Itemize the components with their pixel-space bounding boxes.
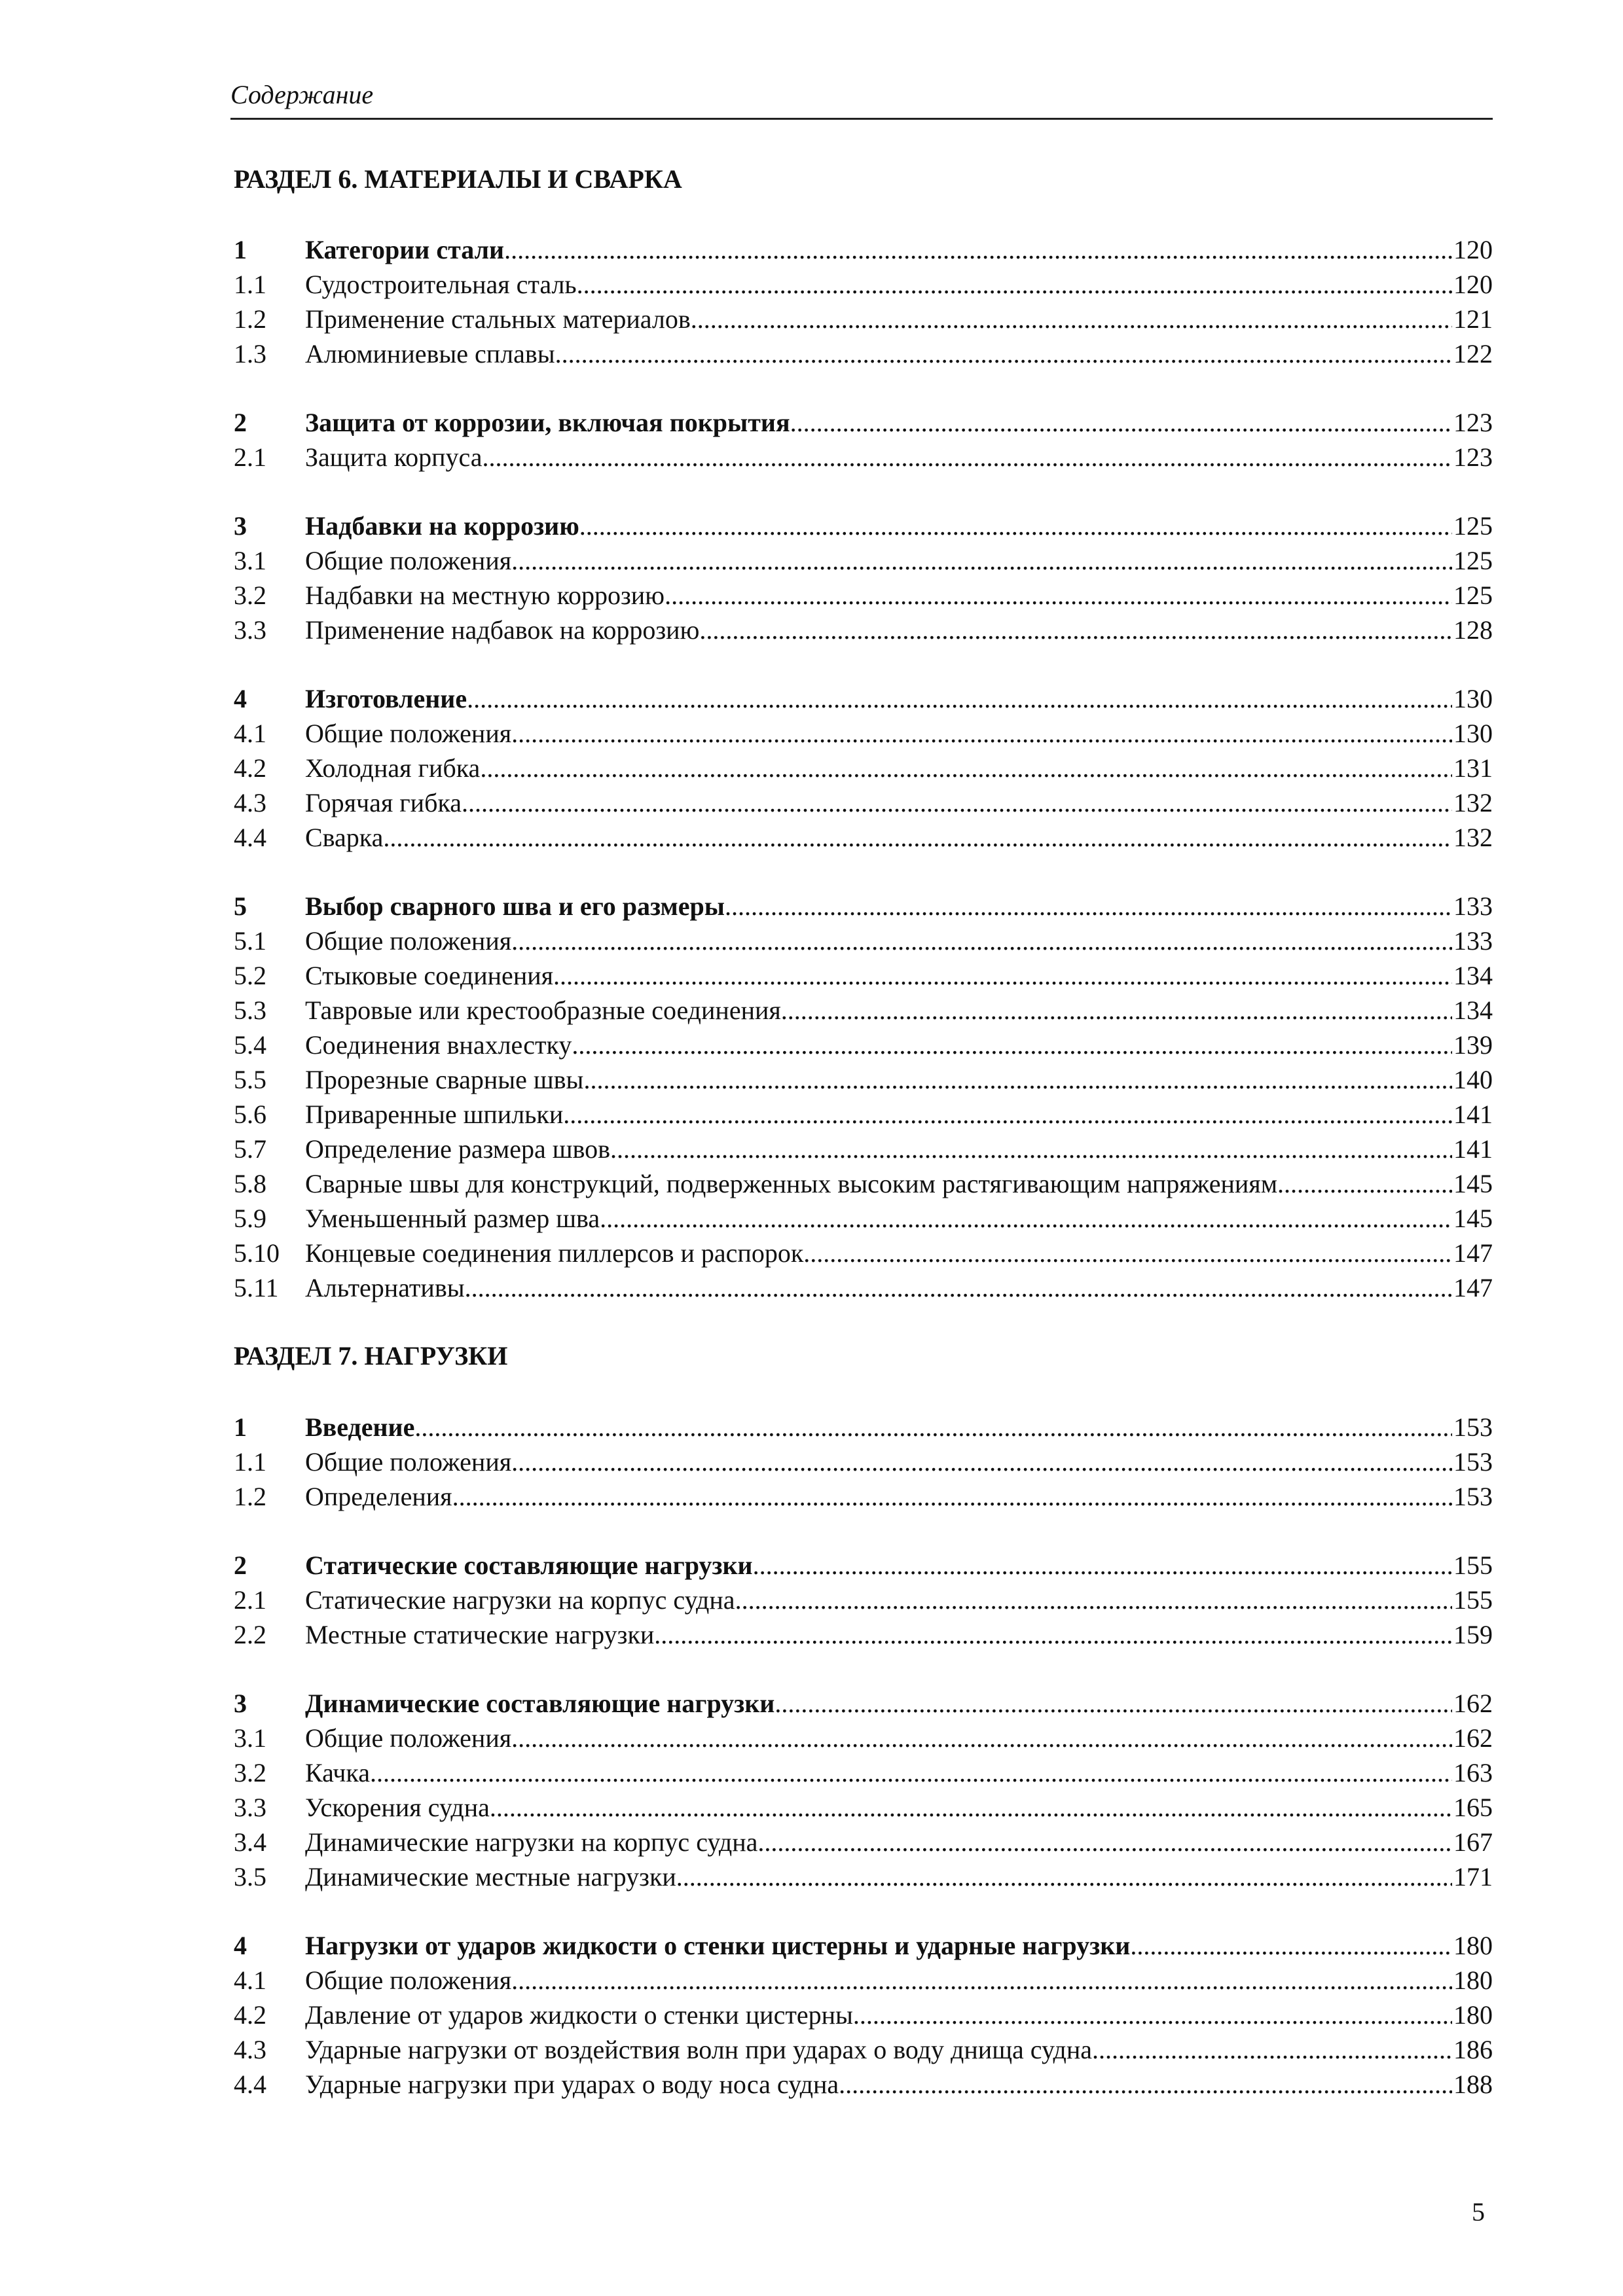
toc-row-6-4-3[interactable] [234,785,1493,820]
dot-leader [1277,1166,1452,1201]
toc-number: 4.2 [234,2000,266,2030]
toc-title: Сварные швы для конструкций, подверженных высоким растягивающим напряжениям [305,1169,1277,1198]
toc-page: 163 [1453,1758,1493,1787]
toc-row-6-5-6[interactable] [234,1097,1493,1132]
toc-number: 3.1 [234,546,266,575]
toc-title: Изготовление [305,684,467,713]
toc-row-6-4-4[interactable] [234,820,1493,855]
toc-row-7-1[interactable] [234,1410,1493,1444]
toc-title: Ударные нагрузки от воздействия волн при ударах о воду днища судна [305,2035,1092,2064]
dot-leader [452,1479,1452,1514]
toc-number: 3.5 [234,1862,266,1892]
toc-number: 4.4 [234,2070,266,2099]
toc-number: 5.6 [234,1100,266,1129]
toc-page: 153 [1453,1447,1493,1477]
toc-page: 120 [1453,235,1493,264]
dot-leader [699,613,1452,647]
toc-title: Надбавки на местную коррозию [305,581,665,610]
dot-leader [572,1028,1452,1062]
toc-row-6-1-1[interactable] [234,267,1493,302]
dot-leader [504,232,1452,267]
toc-row-7-3-3[interactable] [234,1790,1493,1825]
toc-page: 180 [1453,1931,1493,1960]
toc-title: Общие положения [305,926,512,956]
toc-row-7-4-4[interactable] [234,2067,1493,2102]
toc-title: Динамические составляющие нагрузки [305,1689,775,1718]
toc-page: 162 [1453,1689,1493,1718]
dot-leader [483,440,1452,475]
toc-row-6-3[interactable] [234,509,1493,543]
dot-leader [555,336,1452,371]
toc-page: 130 [1453,719,1493,748]
toc-number: 5.9 [234,1204,266,1233]
dot-leader [553,958,1452,993]
toc-row-6-5-2[interactable] [234,958,1493,993]
toc-number: 2.2 [234,1620,266,1649]
toc-title: Нагрузки от ударов жидкости о стенки цистерны и ударные нагрузки [305,1931,1131,1960]
dot-leader [480,751,1452,785]
dot-leader [610,1132,1452,1166]
toc-title: Надбавки на коррозию [305,511,579,541]
dot-leader [467,681,1452,716]
toc-number: 4 [234,1931,247,1960]
dot-leader [775,1686,1452,1721]
toc-number: 5.5 [234,1065,266,1094]
dot-leader [803,1236,1452,1270]
dot-leader [725,889,1452,924]
toc-title: Динамические местные нагрузки [305,1862,676,1892]
toc-row-7-3[interactable] [234,1686,1493,1721]
toc-page: 147 [1453,1238,1493,1268]
toc-row-6-3-1[interactable] [234,543,1493,578]
dot-leader [511,924,1452,958]
toc-page: 134 [1453,961,1493,990]
toc-row-6-1[interactable] [234,232,1493,267]
toc-page: 125 [1453,546,1493,575]
toc-page: 120 [1453,270,1493,299]
toc-row-6-3-3[interactable] [234,613,1493,647]
toc-number: 1.1 [234,1447,266,1477]
toc-title: Альтернативы [305,1273,465,1302]
toc-row-7-2-1[interactable] [234,1583,1493,1617]
toc-page: 130 [1453,684,1493,713]
toc-row-6-5-1[interactable] [234,924,1493,958]
toc-row-6-1-3[interactable] [234,336,1493,371]
toc-row-7-4-1[interactable] [234,1963,1493,1998]
section-6-heading: РАЗДЕЛ 6. МАТЕРИАЛЫ И СВАРКА [234,164,682,194]
toc-title: Статические нагрузки на корпус судна [305,1585,735,1615]
toc-row-7-2[interactable] [234,1548,1493,1583]
toc-page: 128 [1453,615,1493,645]
toc-page: 123 [1453,408,1493,437]
dot-leader [839,2067,1452,2102]
toc-page: 125 [1453,581,1493,610]
toc-row-6-5-3[interactable] [234,993,1493,1028]
toc-number: 3.3 [234,1793,266,1822]
toc-title: Общие положения [305,546,512,575]
dot-leader [665,578,1452,613]
toc-page: 134 [1453,996,1493,1025]
toc-title: Тавровые или крестообразные соединения [305,996,781,1025]
toc-number: 5.4 [234,1030,266,1060]
toc-row-6-5-8[interactable] [234,1166,1493,1201]
dot-leader [654,1617,1452,1652]
toc-number: 4.1 [234,1965,266,1995]
dot-leader [735,1583,1452,1617]
toc-number: 4 [234,684,247,713]
toc-number: 2 [234,408,247,437]
toc-number: 5.1 [234,926,266,956]
running-header [230,80,1493,120]
toc-page: 153 [1453,1412,1493,1442]
dot-leader [563,1097,1452,1132]
toc-row-6-5-10[interactable] [234,1236,1493,1270]
dot-leader [1130,1928,1452,1963]
toc-number: 2.1 [234,442,266,472]
toc-row-6-5-9[interactable] [234,1201,1493,1236]
toc-row-7-3-4[interactable] [234,1825,1493,1859]
toc-title: Общие положения [305,719,512,748]
dot-leader [853,1998,1452,2032]
dot-leader [511,716,1452,751]
toc-row-7-3-5[interactable] [234,1859,1493,1894]
dot-leader [583,1062,1452,1097]
toc-page: 186 [1453,2035,1493,2064]
toc-page: 145 [1453,1204,1493,1233]
dot-leader [370,1755,1452,1790]
toc-title: Прорезные сварные швы [305,1065,584,1094]
toc-page: 145 [1453,1169,1493,1198]
toc-title: Местные статические нагрузки [305,1620,655,1649]
toc-page: 153 [1453,1482,1493,1511]
toc-page: 133 [1453,891,1493,921]
toc-title: Стыковые соединения [305,961,554,990]
dot-leader [579,509,1452,543]
toc-page: 139 [1453,1030,1493,1060]
toc-page: 125 [1453,511,1493,541]
toc-title: Динамические нагрузки на корпус судна [305,1827,758,1857]
toc-row-6-2-1[interactable] [234,440,1493,475]
toc-page: 123 [1453,442,1493,472]
dot-leader [511,1444,1452,1479]
toc-number: 2 [234,1551,247,1580]
toc-row-6-2[interactable] [234,405,1493,440]
running-header-title: Содержание [230,80,374,109]
toc-row-6-1-2[interactable] [234,302,1493,336]
toc-number: 2.1 [234,1585,266,1615]
toc-title: Защита от коррозии, включая покрытия [305,408,790,437]
toc-row-6-3-2[interactable] [234,578,1493,613]
toc-number: 1.1 [234,270,266,299]
toc-title: Соединения внахлестку [305,1030,572,1060]
dot-leader [462,785,1452,820]
toc-number: 4.3 [234,2035,266,2064]
toc-title: Категории стали [305,235,505,264]
toc-row-6-5-11[interactable] [234,1270,1493,1305]
toc-title: Алюминиевые сплавы [305,339,555,368]
toc-number: 3.2 [234,581,266,610]
toc-row-6-5-5[interactable] [234,1062,1493,1097]
toc-row-7-3-1[interactable] [234,1721,1493,1755]
dot-leader [753,1548,1452,1583]
toc-title: Определения [305,1482,452,1511]
toc-title: Уменьшенный размер шва [305,1204,600,1233]
toc-row-6-4-2[interactable] [234,751,1493,785]
toc-number: 4.3 [234,788,266,817]
dot-leader [511,543,1452,578]
toc-title: Определение размера швов [305,1134,611,1164]
toc-title: Холодная гибка [305,753,481,783]
section-7-heading: РАЗДЕЛ 7. НАГРУЗКИ [234,1341,508,1371]
dot-leader [691,302,1452,336]
dot-leader [790,405,1452,440]
dot-leader [383,820,1452,855]
toc-page: 122 [1453,339,1493,368]
toc-title: Применение стальных материалов [305,304,691,334]
toc-page: 165 [1453,1793,1493,1822]
toc-page: 140 [1453,1065,1493,1094]
toc-number: 5.10 [234,1238,280,1268]
toc-title: Общие положения [305,1965,512,1995]
toc-number: 3 [234,1689,247,1718]
toc-title: Давление от ударов жидкости о стенки цистерны [305,2000,853,2030]
dot-leader [490,1790,1452,1825]
toc-row-6-4[interactable] [234,681,1493,716]
toc-page: 141 [1453,1134,1493,1164]
toc-number: 1 [234,1412,247,1442]
toc-number: 3.4 [234,1827,266,1857]
toc-number: 5.3 [234,996,266,1025]
dot-leader [577,267,1452,302]
toc-row-7-1-2[interactable] [234,1479,1493,1514]
toc-title: Сварка [305,823,384,852]
toc-row-6-5-4[interactable] [234,1028,1493,1062]
toc-number: 3 [234,511,247,541]
toc-row-7-2-2[interactable] [234,1617,1493,1652]
toc-title: Статические составляющие нагрузки [305,1551,753,1580]
toc-number: 1.2 [234,1482,266,1511]
toc-row-6-5-7[interactable] [234,1132,1493,1166]
toc-page: 167 [1453,1827,1493,1857]
toc-page: 155 [1453,1551,1493,1580]
toc-page: 133 [1453,926,1493,956]
toc-page: 171 [1453,1862,1493,1892]
dot-leader [600,1201,1452,1236]
toc-row-7-3-2[interactable] [234,1755,1493,1790]
toc-page: 180 [1453,1965,1493,1995]
toc-number: 4.1 [234,719,266,748]
toc-row-7-1-1[interactable] [234,1444,1493,1479]
dot-leader [511,1721,1452,1755]
toc-page: 131 [1453,753,1493,783]
toc-row-6-5[interactable] [234,889,1493,924]
toc-page: 132 [1453,823,1493,852]
toc-title: Выбор сварного шва и его размеры [305,891,725,921]
dot-leader [676,1859,1452,1894]
dot-leader [1092,2032,1452,2067]
toc-number: 1.2 [234,304,266,334]
toc-page: 159 [1453,1620,1493,1649]
page-number: 5 [1472,2197,1485,2227]
toc-title: Горячая гибка [305,788,462,817]
toc-title: Судостроительная сталь [305,270,577,299]
toc-number: 3.1 [234,1723,266,1753]
toc-number: 1 [234,235,247,264]
toc-number: 5 [234,891,247,921]
toc-page: 180 [1453,2000,1493,2030]
dot-leader [414,1410,1452,1444]
toc-number: 4.2 [234,753,266,783]
toc-page: 132 [1453,788,1493,817]
toc-title: Введение [305,1412,415,1442]
toc-number: 1.3 [234,339,266,368]
toc-row-7-4-2[interactable] [234,1998,1493,2032]
toc-title: Защита корпуса [305,442,483,472]
toc-number: 5.7 [234,1134,266,1164]
toc-page: 155 [1453,1585,1493,1615]
toc-row-7-4-3[interactable] [234,2032,1493,2067]
toc-title: Применение надбавок на коррозию [305,615,700,645]
dot-leader [781,993,1452,1028]
toc-number: 4.4 [234,823,266,852]
toc-number: 5.8 [234,1169,266,1198]
toc-page: 121 [1453,304,1493,334]
toc-page: 141 [1453,1100,1493,1129]
toc-row-6-4-1[interactable] [234,716,1493,751]
toc-number: 3.2 [234,1758,266,1787]
dot-leader [465,1270,1452,1305]
toc-title: Ускорения судна [305,1793,490,1822]
toc-number: 3.3 [234,615,266,645]
toc-page: 147 [1453,1273,1493,1302]
toc-title: Ударные нагрузки при ударах о воду носа судна [305,2070,839,2099]
toc-number: 5.2 [234,961,266,990]
toc-number: 5.11 [234,1273,279,1302]
dot-leader [511,1963,1452,1998]
toc-title: Общие положения [305,1447,512,1477]
toc-title: Концевые соединения пиллерсов и распорок [305,1238,804,1268]
toc-title: Приваренные шпильки [305,1100,564,1129]
dot-leader [757,1825,1452,1859]
toc-row-7-4[interactable] [234,1928,1493,1963]
toc-title: Качка [305,1758,371,1787]
toc-page: 188 [1453,2070,1493,2099]
toc-page: 162 [1453,1723,1493,1753]
toc-title: Общие положения [305,1723,512,1753]
